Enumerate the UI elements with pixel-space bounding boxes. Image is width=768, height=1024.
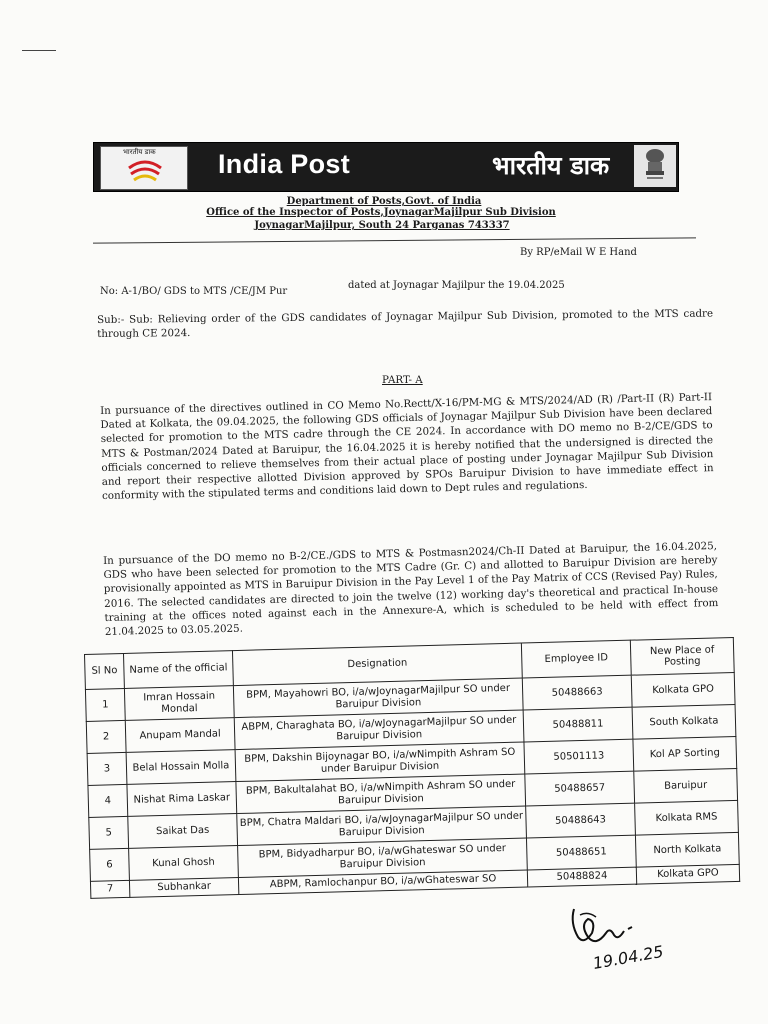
handwritten-signature <box>566 903 676 983</box>
post-horn-logo-icon <box>127 158 163 186</box>
lion-capital-emblem-icon <box>643 148 667 184</box>
header-address: JoynagarMajilpur, South 24 Parganas 743337 <box>254 220 510 231</box>
col-header-name: Name of the official <box>123 651 233 689</box>
cell-designation: BPM, Dakshin Bijoynagar BO, i/a/wNimpith Ashram SO under Baruipur Division <box>235 742 525 782</box>
signature-date: 19.04.25 <box>591 941 665 973</box>
cell-sl: 7 <box>90 880 129 898</box>
cell-posting: Kolkata GPO <box>636 864 739 884</box>
cell-designation: ABPM, Ramlochanpur BO, i/a/wGhateswar SO <box>238 870 527 895</box>
cell-posting: South Kolkata <box>632 704 736 739</box>
cell-employee-id: 50488824 <box>527 867 636 887</box>
cell-name: Kunal Ghosh <box>129 846 239 881</box>
cell-employee-id: 50488657 <box>525 771 635 806</box>
paragraph-appointment: In pursuance of the DO memo no B-2/CE./GDS to MTS & Postmasn2024/Ch-II Dated at Baruipur, the 16.04.2025, GDS who have been selected for promotion to the MTS Cadre (Gr. C) and allotted to Baruipur Division are hereby provisionally appointed as MTS in Baruipur Division in the Pay Level 1 of the Pay Matrix of CCS (Revised Pay) Rules, 2016. The selected candidates are directed to join the twelve (12) working day's theoretical and practical In-house training at the offices noted against each in the Annexure-A, which is scheduled to be held with effect from 21.04.2025 to 03.05.2025. <box>103 539 719 638</box>
cell-posting: Baruipur <box>634 768 738 803</box>
part-heading: PART- A <box>382 374 423 386</box>
cell-designation: ABPM, Charaghata BO, i/a/wJoynagarMajilpur SO under Baruipur Division <box>234 710 524 750</box>
cell-name: Belal Hossain Molla <box>126 750 236 785</box>
cell-employee-id: 50488811 <box>523 707 633 742</box>
col-header-designation: Designation <box>232 643 522 686</box>
india-post-banner <box>93 142 679 192</box>
cell-designation: BPM, Mayahowri BO, i/a/wJoynagarMajilpur SO under Baruipur Division <box>233 678 523 718</box>
cell-employee-id: 50488663 <box>522 675 632 710</box>
cell-posting: Kol AP Sorting <box>633 736 737 771</box>
cell-employee-id: 50488643 <box>526 803 636 838</box>
state-emblem <box>634 145 676 187</box>
cell-sl: 3 <box>87 752 127 785</box>
india-post-logo <box>100 146 188 190</box>
cell-sl: 4 <box>88 784 128 817</box>
subject-line: Sub:- Sub: Relieving order of the GDS candidates of Joynagar Majilpur Sub Division, promoted to the MTS cadre through CE 2024. <box>97 307 714 341</box>
cell-designation: BPM, Chatra Maldari BO, i/a/wJoynagarMajilpur SO under Baruipur Division <box>237 806 527 846</box>
cell-posting: Kolkata GPO <box>631 672 735 707</box>
cell-employee-id: 50501113 <box>524 739 634 774</box>
header-department: Department of Posts,Govt. of India <box>286 196 482 207</box>
cell-designation: BPM, Bidyadharpur BO, i/a/wGhateswar SO under Baruipur Division <box>238 838 528 878</box>
cell-name: Anupam Mandal <box>125 718 235 753</box>
candidates-table <box>84 637 740 899</box>
col-header-sl: Sl No <box>85 653 125 689</box>
cell-name: Imran Hossain Mondal <box>124 686 234 721</box>
memo-date: dated at Joynagar Majilpur the 19.04.2025 <box>348 280 565 291</box>
cell-designation: BPM, Bakultalahat BO, i/a/wNimpith Ashram SO under Baruipur Division <box>236 774 526 814</box>
cell-sl: 2 <box>86 720 126 753</box>
cell-employee-id: 50488651 <box>526 835 636 870</box>
delivery-mode: By RP/eMail W E Hand <box>520 247 637 258</box>
memo-number: No: A-1/BO/ GDS to MTS /CE/JM Pur <box>100 286 288 297</box>
cell-posting: North Kolkata <box>635 832 739 867</box>
top-margin-rule <box>22 50 56 51</box>
cell-sl: 5 <box>89 816 129 849</box>
cell-name: Subhankar <box>129 878 238 898</box>
cell-posting: Kolkata RMS <box>635 800 739 835</box>
col-header-employee-id: Employee ID <box>521 640 631 678</box>
cell-name: Nishat Rima Laskar <box>127 782 237 817</box>
col-header-posting: New Place of Posting <box>630 637 734 675</box>
cell-name: Saikat Das <box>128 814 238 849</box>
cell-sl: 6 <box>90 848 130 881</box>
paragraph-directive: In pursuance of the directives outlined in CO Memo No.Rectt/X-16/PM-MG & MTS/2024/AD (R) /Part-II (R) Part-II Dated at Kolkata, the 09.04.2025, the following GDS officials of Joynagar Majilpur Sub Division have been declared selected for promotion to the MTS cadre through the CE 2024. In accordance with DO memo no B-2/CE/GDS to MTS & Postman/2024 Dated at Baruipur, the 16.04.2025 it is hereby notified that the undersigned is directed the officials concerned to relieve themselves from their actual place of posting under Joynagar Majilpur Sub Division and report their respective allotted Division approved by SPOs Baruipur Division to have immediate effect in conformity with the stipulated terms and conditions laid down to Dept rules and regulations. <box>100 391 714 503</box>
cell-sl: 1 <box>85 688 125 721</box>
header-office: Office of the Inspector of Posts,JoynagarMajilpur Sub Division <box>206 207 556 218</box>
banner-title-english: India Post <box>218 149 351 179</box>
header-divider <box>93 237 696 243</box>
logo-caption: भारतीय डाक <box>123 148 156 156</box>
banner-title-hindi: भारतीय डाक <box>492 151 610 180</box>
